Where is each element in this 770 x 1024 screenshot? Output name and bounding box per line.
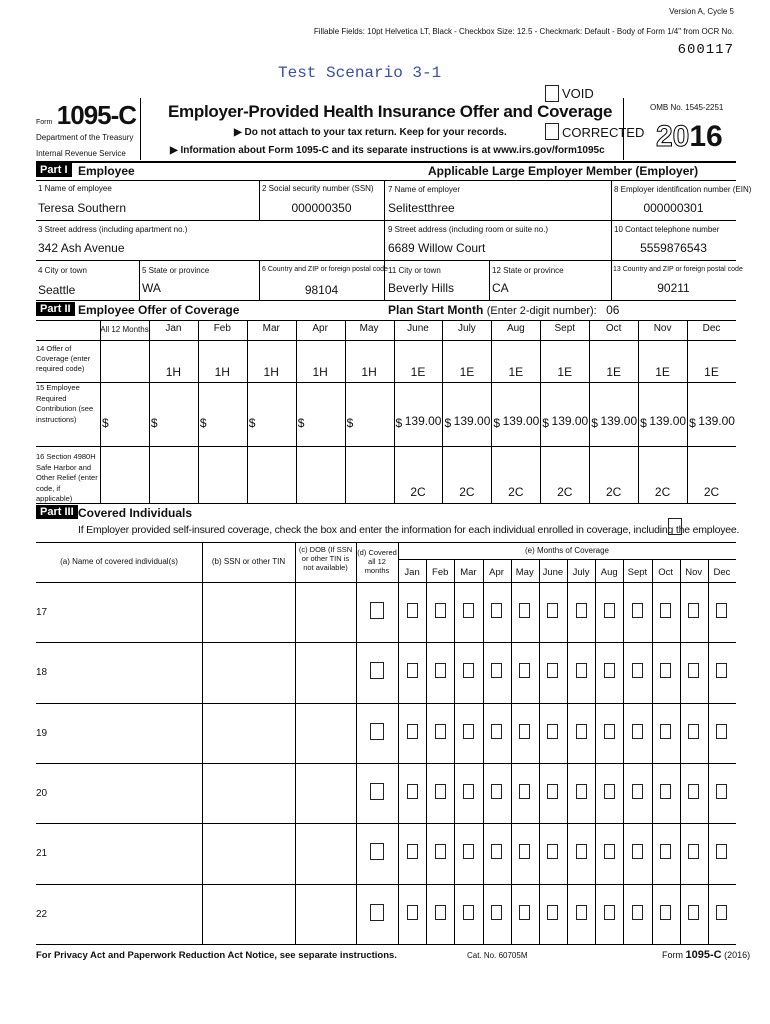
instruction-1: ▶ Do not attach to your tax return. Keep for your records. (234, 127, 507, 138)
month-checkbox-17-10[interactable] (688, 603, 699, 618)
month-checkbox-19-11[interactable] (716, 724, 727, 739)
f7-label: 7 Name of employer (388, 185, 461, 194)
plan-start-label: Plan Start Month (388, 303, 484, 317)
month-checkbox-21-10[interactable] (688, 844, 699, 859)
part3-instruction: If Employer provided self-insured coverage, check the box and enter the information for each individual enrolled in coverage, including the employee. (78, 524, 740, 536)
employee-ssn[interactable]: 000000350 (291, 201, 352, 215)
row-number-21: 21 (36, 848, 48, 860)
privacy-notice: For Privacy Act and Paperwork Reduction Act Notice, see separate instructions. (36, 950, 397, 961)
month-checkbox-20-2[interactable] (463, 784, 474, 799)
covered-all-12-checkbox-22[interactable] (370, 904, 384, 921)
month-header-9: Sept (554, 323, 576, 334)
month-checkbox-20-9[interactable] (660, 784, 671, 799)
dollar-sign-2: $ (199, 416, 207, 430)
offer-code-4[interactable]: 1H (312, 365, 328, 379)
f12-label: 12 State or province (492, 266, 564, 275)
omb-number: OMB No. 1545-2251 (650, 103, 724, 112)
employee-name[interactable]: Teresa Southern (38, 201, 127, 215)
contribution-9[interactable]: 139.00 (551, 414, 589, 428)
dollar-sign-8: $ (493, 416, 501, 430)
month-checkbox-19-2[interactable] (463, 724, 474, 739)
coverage-month-7: Aug (600, 567, 618, 578)
f6-label: 6 Country and ZIP or foreign postal code (262, 266, 388, 273)
contribution-7[interactable]: 139.00 (453, 414, 491, 428)
month-checkbox-18-10[interactable] (688, 663, 699, 678)
month-checkbox-22-1[interactable] (435, 905, 446, 920)
offer-code-5[interactable]: 1H (361, 365, 377, 379)
month-checkbox-20-1[interactable] (435, 784, 446, 799)
corrected-checkbox[interactable] (545, 123, 559, 140)
tax-year (656, 120, 723, 154)
month-checkbox-19-9[interactable] (660, 724, 671, 739)
f11-label: 11 City or town (388, 266, 441, 275)
corrected-label: CORRECTED (562, 125, 645, 140)
offer-code-11[interactable]: 1E (655, 365, 670, 379)
month-checkbox-20-4[interactable] (519, 784, 530, 799)
month-checkbox-17-9[interactable] (660, 603, 671, 618)
month-checkbox-21-1[interactable] (435, 844, 446, 859)
month-checkbox-18-3[interactable] (491, 663, 502, 678)
covered-all-12-checkbox-17[interactable] (370, 602, 384, 619)
covered-all-12-checkbox-19[interactable] (370, 723, 384, 740)
contribution-12[interactable]: 139.00 (698, 414, 735, 428)
month-checkbox-21-8[interactable] (632, 844, 643, 859)
contribution-6[interactable]: 139.00 (404, 414, 442, 428)
col-a-header: (a) Name of covered individual(s) (60, 557, 178, 566)
month-checkbox-20-11[interactable] (716, 784, 727, 799)
safe-harbor-code-11[interactable]: 2C (654, 485, 671, 499)
coverage-month-8: Sept (627, 567, 648, 578)
month-checkbox-20-7[interactable] (604, 784, 615, 799)
dollar-sign-10: $ (591, 416, 598, 430)
ocr-number: 600117 (677, 42, 734, 58)
line16-label-2: Safe Harbor and (36, 462, 92, 472)
footer-year: (2016) (724, 950, 751, 960)
f4-label: 4 City or town (38, 266, 87, 275)
month-checkbox-17-6[interactable] (576, 603, 587, 618)
plan-start-hint: (Enter 2-digit number): (486, 305, 597, 317)
month-checkbox-22-2[interactable] (463, 905, 474, 920)
month-checkbox-19-6[interactable] (576, 724, 587, 739)
offer-code-1[interactable]: 1H (165, 365, 182, 379)
month-checkbox-18-4[interactable] (519, 663, 530, 678)
employer-title: Applicable Large Employer Member (Employer) (428, 164, 699, 178)
month-checkbox-19-10[interactable] (688, 724, 699, 739)
month-checkbox-18-9[interactable] (660, 663, 671, 678)
month-header-8: Aug (506, 323, 525, 334)
scenario-stamp: Test Scenario 3-1 (278, 64, 442, 82)
month-checkbox-18-2[interactable] (463, 663, 474, 678)
f9-label: 9 Street address (including room or suite no.) (388, 225, 549, 234)
month-checkbox-22-10[interactable] (688, 905, 699, 920)
coverage-month-3: Apr (489, 567, 504, 578)
month-checkbox-21-11[interactable] (716, 844, 727, 859)
month-checkbox-18-11[interactable] (716, 663, 727, 678)
cat-number: Cat. No. 60705M (467, 951, 528, 960)
dollar-sign-12: $ (689, 416, 696, 430)
row-number-18: 18 (36, 667, 48, 679)
contribution-11[interactable]: 139.00 (649, 414, 687, 428)
covered-all-12-checkbox-21[interactable] (370, 843, 384, 860)
month-checkbox-19-1[interactable] (435, 724, 446, 739)
covered-all-12-checkbox-20[interactable] (370, 783, 384, 800)
self-insured-checkbox[interactable] (668, 518, 682, 535)
row-number-17: 17 (36, 607, 48, 618)
footer-form-number: 1095-C (685, 949, 722, 961)
line16-label-3: Other Relief (enter (36, 473, 98, 482)
f1-label: 1 Name of employee (38, 184, 112, 193)
coverage-month-2: Mar (460, 567, 477, 578)
contribution-8[interactable]: 139.00 (502, 414, 540, 428)
month-checkbox-17-4[interactable] (519, 603, 530, 618)
tax-year-prefix: 20 (656, 120, 690, 153)
part3-label: Part III (36, 505, 78, 519)
month-checkbox-22-9[interactable] (660, 905, 671, 920)
employee-street[interactable]: 342 Ash Avenue (38, 241, 125, 255)
form-number: 1095-C (56, 100, 137, 130)
month-checkbox-22-7[interactable] (604, 905, 615, 920)
month-checkbox-20-5[interactable] (547, 784, 558, 799)
instruction-2: ▶ Information about Form 1095-C and its separate instructions is at www.irs.gov/form1095c (170, 145, 605, 156)
form-id (36, 100, 136, 131)
coverage-month-6: July (572, 567, 590, 578)
month-checkbox-18-5[interactable] (547, 663, 558, 678)
plan-start-value[interactable]: 06 (606, 303, 620, 317)
month-header-5: May (359, 323, 379, 334)
void-label: VOID (562, 86, 594, 101)
month-header-4: Apr (312, 323, 328, 334)
offer-code-8[interactable]: 1E (508, 365, 524, 379)
month-checkbox-22-8[interactable] (632, 905, 643, 920)
safe-harbor-code-6[interactable]: 2C (410, 485, 426, 499)
dollar-sign-0: $ (102, 416, 109, 430)
month-checkbox-21-6[interactable] (576, 844, 587, 859)
dollar-sign-11: $ (640, 416, 647, 430)
employee-zip[interactable]: 98104 (304, 283, 339, 297)
offer-code-10[interactable]: 1E (606, 365, 622, 379)
dollar-sign-7: $ (444, 416, 452, 430)
month-checkbox-17-8[interactable] (632, 603, 643, 618)
footer-form (662, 949, 750, 961)
instruction-2-text: Information about Form 1095-C and its separate instructions is at www.irs.gov/form1095c (180, 145, 605, 156)
employer-street[interactable]: 6689 Willow Court (388, 241, 486, 255)
footer-form-word: Form (662, 950, 683, 960)
month-checkbox-21-2[interactable] (463, 844, 474, 859)
coverage-month-9: Oct (658, 567, 673, 578)
month-header-2: Feb (213, 323, 231, 334)
month-checkbox-19-4[interactable] (519, 724, 530, 739)
offer-code-12[interactable]: 1E (704, 365, 719, 379)
month-checkbox-22-5[interactable] (547, 905, 558, 920)
dept-text: Department of the Treasury (36, 133, 134, 142)
f2-label: 2 Social security number (SSN) (262, 184, 374, 193)
safe-harbor-code-8[interactable]: 2C (508, 485, 524, 499)
covered-all-12-checkbox-18[interactable] (370, 662, 384, 679)
f3-label: 3 Street address (including apartment no.) (38, 225, 188, 234)
month-checkbox-19-7[interactable] (604, 724, 615, 739)
month-header-3: Mar (262, 323, 280, 334)
line15-label-3: Contribution (see (36, 404, 94, 413)
month-checkbox-21-9[interactable] (660, 844, 671, 859)
month-checkbox-21-0[interactable] (407, 844, 418, 859)
f8-label: 8 Employer identification number (EIN) (614, 185, 752, 194)
dollar-sign-6: $ (395, 416, 403, 430)
instruction-1-text: Do not attach to your tax return. Keep for your records. (244, 127, 507, 138)
month-checkbox-22-4[interactable] (519, 905, 530, 920)
line16-label (36, 452, 98, 505)
fillable-note: Fillable Fields: 10pt Helvetica LT, Black - Checkbox Size: 12.5 - Checkmark: Default - Body of Form 1/4" from OCR No. (313, 27, 734, 36)
dollar-sign-4: $ (297, 416, 305, 430)
line14-label-3: required code) (36, 364, 85, 373)
form-word: Form (36, 119, 53, 126)
offer-code-7[interactable]: 1E (459, 365, 475, 379)
employer-state[interactable]: CA (492, 281, 509, 295)
month-checkbox-19-8[interactable] (632, 724, 643, 739)
line14-label (36, 344, 98, 374)
col-c-header-0: (c) DOB (If SSN (298, 545, 353, 554)
f10-label: 10 Contact telephone number (614, 225, 720, 234)
month-checkbox-21-5[interactable] (547, 844, 558, 859)
dollar-sign-5: $ (346, 416, 354, 430)
offer-code-3[interactable]: 1H (263, 365, 279, 379)
month-checkbox-18-0[interactable] (407, 663, 418, 678)
employee-state[interactable]: WA (142, 281, 161, 295)
dollar-sign-3: $ (248, 416, 256, 430)
month-checkbox-18-6[interactable] (576, 663, 587, 678)
line15-label (36, 383, 98, 425)
line15-label-4: instructions) (36, 414, 77, 424)
safe-harbor-code-9[interactable]: 2C (557, 485, 573, 499)
part2-label: Part II (36, 302, 75, 316)
month-checkbox-18-8[interactable] (632, 663, 643, 678)
col-d-header-1: all 12 months (364, 557, 390, 575)
f13-label: 13 Country and ZIP or foreign postal code (613, 266, 743, 273)
month-checkbox-20-6[interactable] (576, 784, 587, 799)
coverage-month-5: June (542, 567, 564, 578)
line15-label-2: Required (36, 393, 67, 403)
row-number-22: 22 (36, 908, 48, 920)
month-header-0: All 12 Months (100, 325, 149, 334)
version-text: Version A, Cycle 5 (669, 7, 734, 16)
col-c-header-2: not available) (303, 563, 348, 572)
part1-label: Part I (36, 163, 72, 177)
part1-title: Employee (78, 164, 135, 178)
month-checkbox-17-2[interactable] (463, 603, 474, 618)
month-checkbox-17-11[interactable] (716, 603, 727, 618)
dollar-sign-1: $ (150, 416, 158, 430)
employer-ein[interactable]: 000000301 (643, 201, 704, 215)
coverage-month-4: May (515, 567, 534, 578)
col-e-header: (e) Months of Coverage (524, 546, 610, 555)
month-checkbox-21-3[interactable] (491, 844, 502, 859)
offer-code-2[interactable]: 1H (214, 365, 230, 379)
month-checkbox-19-0[interactable] (407, 724, 418, 739)
month-header-11: Nov (653, 323, 672, 334)
month-checkbox-22-11[interactable] (716, 905, 727, 920)
row-number-19: 19 (36, 727, 48, 739)
coverage-month-10: Nov (685, 567, 703, 578)
employer-zip[interactable]: 90211 (657, 281, 690, 295)
employer-name[interactable]: Selitestthree (388, 201, 455, 215)
col-c-header-1: or other TIN is (301, 554, 350, 563)
month-header-10: Oct (605, 323, 622, 334)
col-d-header-0: (d) Covered (357, 548, 397, 557)
month-checkbox-20-0[interactable] (407, 784, 418, 799)
col-b-header: (b) SSN or other TIN (211, 557, 286, 566)
month-header-1: Jan (165, 323, 182, 334)
month-checkbox-20-8[interactable] (632, 784, 643, 799)
month-checkbox-17-1[interactable] (435, 603, 446, 618)
safe-harbor-code-10[interactable]: 2C (606, 485, 622, 499)
line14-label-2: Coverage (enter (36, 354, 91, 363)
line16-label-1: 16 Section 4980H (36, 452, 96, 461)
part3-title: Covered Individuals (78, 506, 193, 520)
row-number-20: 20 (36, 787, 48, 799)
month-header-7: July (458, 323, 476, 334)
month-checkbox-20-10[interactable] (688, 784, 699, 799)
coverage-month-0: Jan (404, 567, 420, 578)
tax-year-suffix: 16 (689, 120, 723, 153)
month-checkbox-17-7[interactable] (604, 603, 615, 618)
month-header-12: Dec (702, 323, 721, 334)
month-checkbox-18-1[interactable] (435, 663, 446, 678)
line16-label-4: code, if applicable) (36, 483, 73, 503)
line14-label-1: 14 Offer of (36, 344, 72, 353)
dollar-sign-9: $ (542, 416, 549, 430)
month-checkbox-17-5[interactable] (547, 603, 558, 618)
void-checkbox[interactable] (545, 85, 559, 102)
month-checkbox-21-7[interactable] (604, 844, 615, 859)
employer-city[interactable]: Beverly Hills (388, 281, 455, 295)
offer-code-6[interactable]: 1E (410, 365, 426, 379)
month-checkbox-19-5[interactable] (547, 724, 558, 739)
f5-label: 5 State or province (142, 266, 210, 275)
employer-phone[interactable]: 5559876543 (640, 241, 707, 255)
month-checkbox-18-7[interactable] (604, 663, 615, 678)
month-checkbox-17-3[interactable] (491, 603, 502, 618)
month-checkbox-17-0[interactable] (407, 603, 418, 618)
month-header-6: June (407, 323, 429, 334)
safe-harbor-code-7[interactable]: 2C (459, 485, 475, 499)
plan-start-month (388, 303, 619, 317)
coverage-month-1: Feb (432, 567, 449, 578)
safe-harbor-code-12[interactable]: 2C (703, 485, 720, 499)
form-title: Employer-Provided Health Insurance Offer and Coverage (168, 102, 613, 121)
month-checkbox-22-3[interactable] (491, 905, 502, 920)
employee-city[interactable]: Seattle (38, 283, 76, 297)
offer-code-9[interactable]: 1E (557, 365, 573, 379)
coverage-month-11: Dec (713, 567, 731, 578)
month-checkbox-22-6[interactable] (576, 905, 587, 920)
month-checkbox-21-4[interactable] (519, 844, 530, 859)
line15-label-1: 15 Employee (36, 383, 80, 392)
month-checkbox-19-3[interactable] (491, 724, 502, 739)
month-checkbox-20-3[interactable] (491, 784, 502, 799)
contribution-10[interactable]: 139.00 (600, 414, 638, 428)
part2-title: Employee Offer of Coverage (78, 303, 240, 317)
irs-text: Internal Revenue Service (36, 149, 126, 158)
month-checkbox-22-0[interactable] (407, 905, 418, 920)
